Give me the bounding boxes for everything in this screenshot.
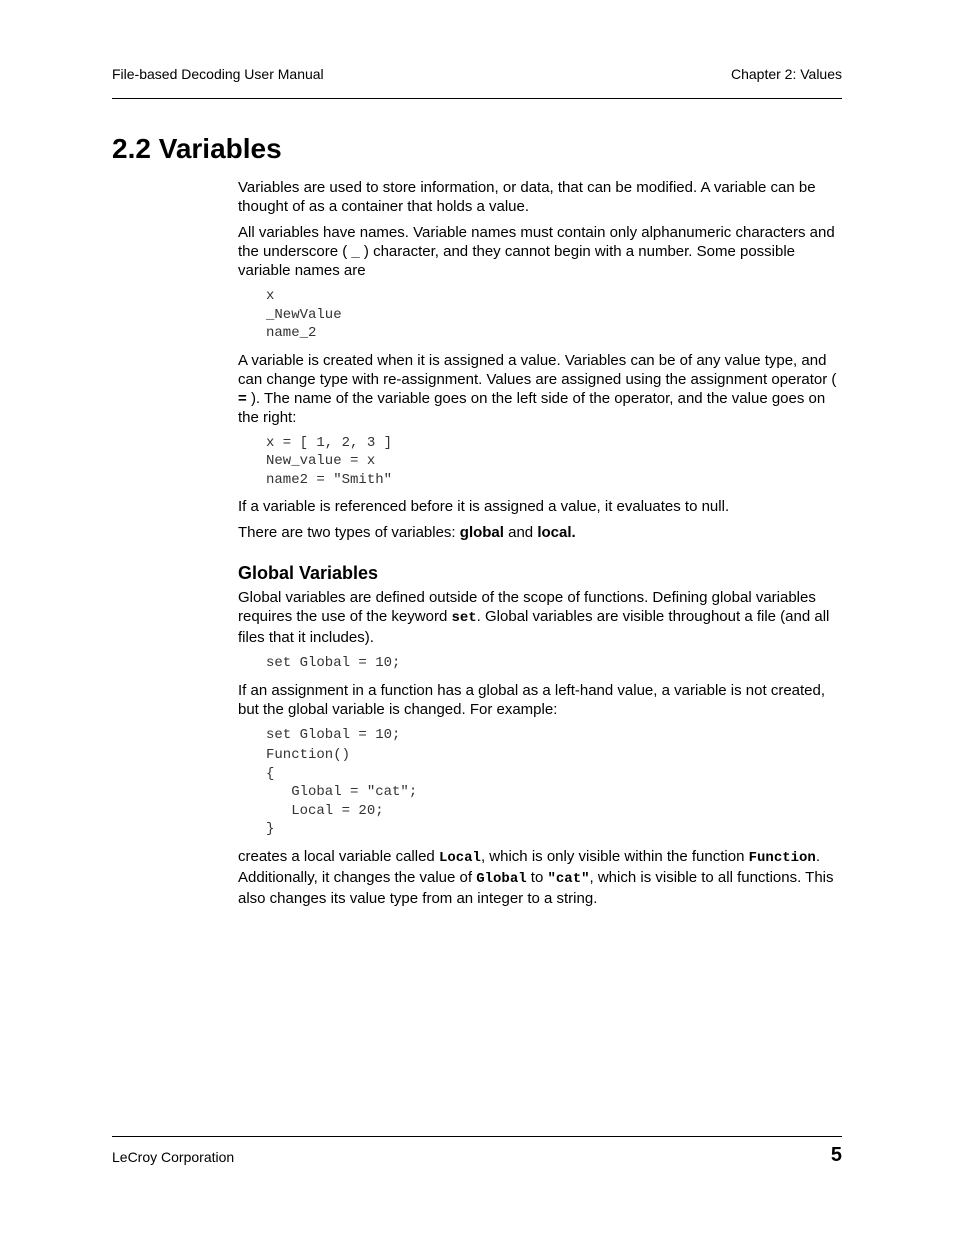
text-segment: . Global variables are visible throughout a file (and all files that it includes). <box>238 608 830 646</box>
text-segment: . Additionally, it changes the value of <box>238 847 820 886</box>
code-block-assignment: x = [ 1, 2, 3 ] New_value = x name2 = "Smith" <box>266 434 393 488</box>
page-header <box>112 66 842 86</box>
paragraph-assignment <box>238 351 842 427</box>
text-segment: to <box>526 868 548 886</box>
text-segment: Global variables are defined outside of the scope of functions. Defining global variables requires the use of the keyword <box>238 589 816 625</box>
footer-divider <box>112 1136 842 1137</box>
text-segment: , which is only visible within the function <box>480 847 749 865</box>
equals-symbol: = <box>238 389 251 407</box>
text-segment: creates a local variable called <box>238 847 439 865</box>
text-segment: A variable is created when it is assigned a value. Variables can be of any value type, and can change type with re-assignment. Values are assigned using the assignment operator ( <box>238 351 837 388</box>
subsection-title: Global Variables <box>238 563 379 583</box>
term-local: local. <box>537 524 576 541</box>
text-segment: ). The name of the variable goes on the left side of the operator, and the value goes on the right: <box>238 389 826 426</box>
paragraph-types <box>238 523 842 542</box>
term-global: global <box>459 524 504 541</box>
keyword-local: Local <box>438 849 481 866</box>
text-segment: and <box>503 524 538 541</box>
keyword-set: set <box>451 610 477 626</box>
paragraph-names <box>238 223 842 280</box>
text-segment: , which is visible to all functions. This also changes its value type from an integer to a string. <box>238 868 834 907</box>
code-block-names: x _NewValue name_2 <box>266 288 342 341</box>
page-number: 5 <box>830 1144 842 1166</box>
text-segment: All variables have names. Variable names must contain only alphanumeric characters and the underscore ( <box>238 224 835 260</box>
text-segment: There are two types of variables: <box>238 524 460 541</box>
code-block-set-global: set Global = 10; <box>266 655 401 671</box>
underscore-symbol: _ <box>347 243 364 260</box>
code-block-set-global-2: set Global = 10; <box>266 726 401 743</box>
code-block-function: Function() { Global = "cat"; Local = 20; } <box>266 747 418 837</box>
page-footer <box>112 1146 842 1170</box>
header-chapter: Chapter 2: Values <box>730 66 842 82</box>
section-title: 2.2 Variables <box>112 133 282 164</box>
footer-company: LeCroy Corporation <box>112 1149 235 1165</box>
header-divider <box>112 98 842 99</box>
text-segment: ) character, and they cannot begin with a number. Some possible variable names are <box>238 243 796 279</box>
main-content <box>238 178 842 915</box>
paragraph-global-assign: If an assignment in a function has a global as a left-hand value, a variable is not created, but the global variable is changed. For example: <box>238 681 826 718</box>
keyword-global: Global <box>476 870 527 887</box>
paragraph-explanation <box>238 847 842 908</box>
keyword-cat: "cat" <box>547 870 590 887</box>
header-manual-title: File-based Decoding User Manual <box>112 66 324 82</box>
paragraph-null: If a variable is referenced before it is assigned a value, it evaluates to null. <box>238 498 730 515</box>
paragraph-intro: Variables are used to store information, or data, that can be modified. A variable can be thought of as a container that holds a value. <box>238 179 816 215</box>
paragraph-global-def <box>238 588 842 647</box>
keyword-function: Function <box>748 849 816 866</box>
